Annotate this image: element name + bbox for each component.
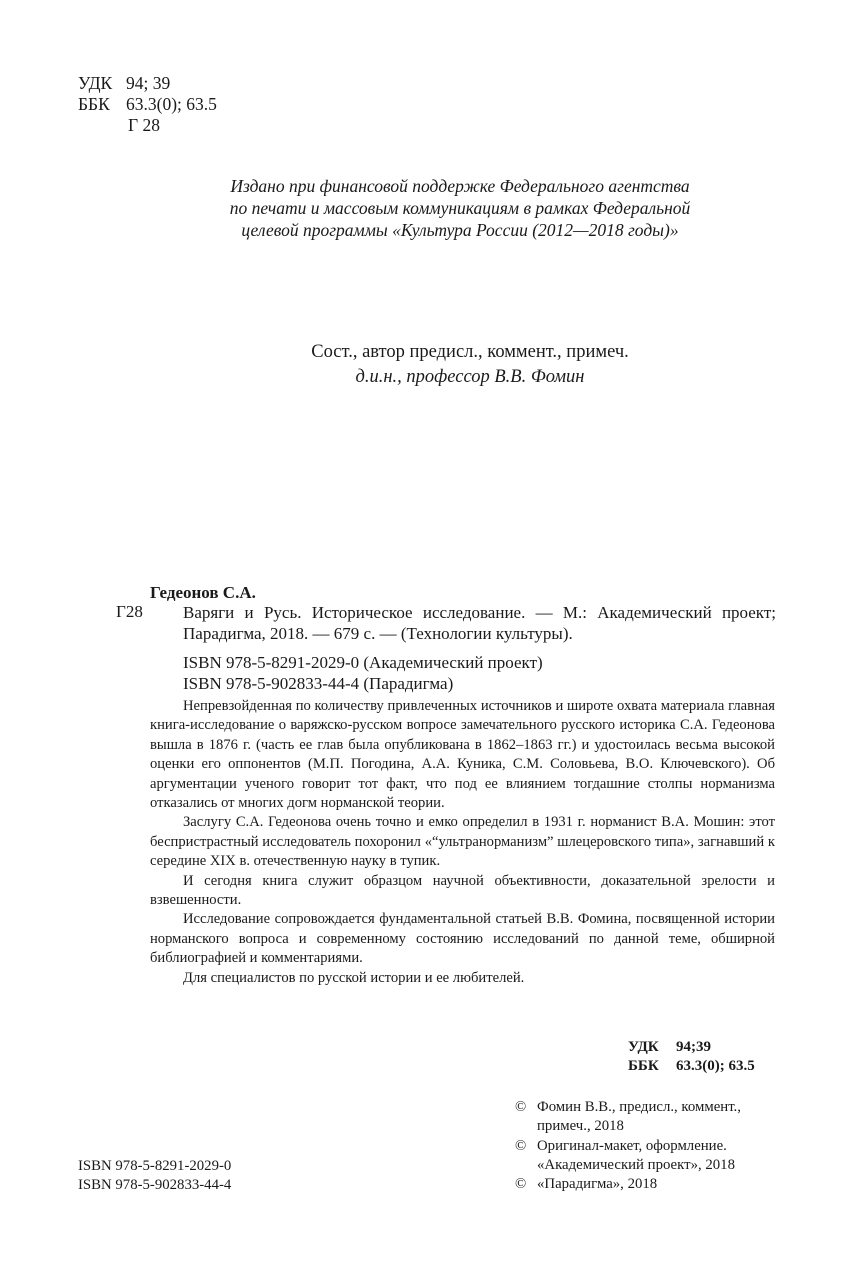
compiler-credit — [200, 340, 740, 390]
copyright-item — [515, 1175, 787, 1194]
annotation-paragraph: И сегодня книга служит образцом научной объективности, доказательной зрелости и взвешенности. — [150, 872, 775, 909]
annotation-paragraph: Исследование сопровождается фундаментальной статьей В.В. Фомина, посвященной истории норманского вопроса и современному состоянию исследований по данной теме, обширной библиографией и комментариями. — [150, 911, 775, 967]
bottom-udk-label: УДК — [628, 1039, 659, 1055]
funding-line: целевой программы «Культура России (2012—2018 годы)» — [241, 220, 679, 240]
bibliographic-description: Варяги и Русь. Историческое исследование. — М.: Академический проект; Парадигма, 2018. — 679 с. — (Технологии культуры). — [183, 603, 776, 643]
isbn-line: ISBN 978-5-902833-44-4 (Парадигма) — [183, 674, 454, 693]
bottom-bbk-row — [628, 1057, 755, 1076]
top-classification-codes — [78, 73, 217, 136]
copyright-text: Фомин В.В., предисл., коммент., примеч., 2018 — [537, 1099, 741, 1135]
copyright-block — [515, 1098, 787, 1194]
bottom-udk-row — [628, 1038, 755, 1057]
top-udk-label: УДК — [78, 73, 113, 93]
copyright-icon: © — [515, 1176, 527, 1193]
funding-line: по печати и массовым коммуникациям в рамках Федеральной — [229, 198, 691, 218]
bottom-isbn-line: ISBN 978-5-902833-44-4 — [78, 1177, 232, 1193]
bottom-isbn-list — [78, 1157, 231, 1195]
copyright-item — [515, 1098, 787, 1137]
compiler-name: д.и.н., профессор В.В. Фомин — [355, 367, 585, 387]
bibliographic-author: Гедеонов С.А. — [150, 583, 256, 602]
top-udk-value: 94; 39 — [126, 73, 171, 93]
copyright-icon: © — [515, 1099, 527, 1115]
isbn-line: ISBN 978-5-8291-2029-0 (Академический проект) — [183, 653, 543, 672]
annotation-paragraph: Непревзойденная по количеству привлеченных источников и широте охвата материала главная книга-исследование о варяжско-русском вопросе замечательного русского историка С.А. Гедеонова вышла в 1876 г. (часть ее глав была опубликована в 1862–1863 гг.) и удостоилась весьма высокой оценки его оппонентов (М.П. Погодина, А.А. Куника, С.М. Соловьева, В.О. Ключевского). Об аргументации ученого говорит тот факт, что под ее влиянием тогдашние столпы норманизма отказались от многих догм норманской теории. — [150, 698, 775, 812]
copyright-text: «Парадигма», 2018 — [537, 1176, 658, 1193]
top-bbk-value: 63.3(0); 63.5 — [126, 94, 217, 114]
top-bbk-label: ББК — [78, 94, 110, 114]
bottom-classification-codes — [628, 1038, 755, 1076]
funding-line: Издано при финансовой поддержке Федерального агентства — [230, 176, 690, 196]
bottom-bbk-label: ББК — [628, 1058, 659, 1074]
bibliographic-isbn-list — [183, 652, 543, 694]
annotation-paragraph: Для специалистов по русской истории и ее любителей. — [183, 969, 525, 986]
top-author-sign: Г 28 — [128, 115, 160, 135]
copyright-icon: © — [515, 1137, 527, 1154]
bottom-isbn-line: ISBN 978-5-8291-2029-0 — [78, 1158, 232, 1174]
annotation-paragraph: Заслугу С.А. Гедеонова очень точно и емко определил в 1931 г. норманист В.А. Мошин: этот беспристрастный исследователь похоронил «“ультранорманизм” шлецеровского типа», загнавший к середине XIX в. отечественную науку в тупик. — [150, 814, 775, 870]
copyright-text: Оригинал-макет, оформление. «Академический проект», 2018 — [537, 1137, 735, 1173]
bibliographic-author-sign: Г28 — [116, 602, 143, 621]
annotation — [150, 697, 775, 988]
funding-notice — [150, 175, 770, 241]
top-udk-row — [78, 73, 217, 94]
copyright-item — [515, 1137, 787, 1176]
compiler-role: Сост., автор предисл., коммент., примеч. — [311, 342, 629, 362]
bottom-bbk-value: 63.3(0); 63.5 — [676, 1058, 755, 1074]
bottom-udk-value: 94;39 — [676, 1039, 711, 1055]
top-bbk-row — [78, 94, 217, 115]
